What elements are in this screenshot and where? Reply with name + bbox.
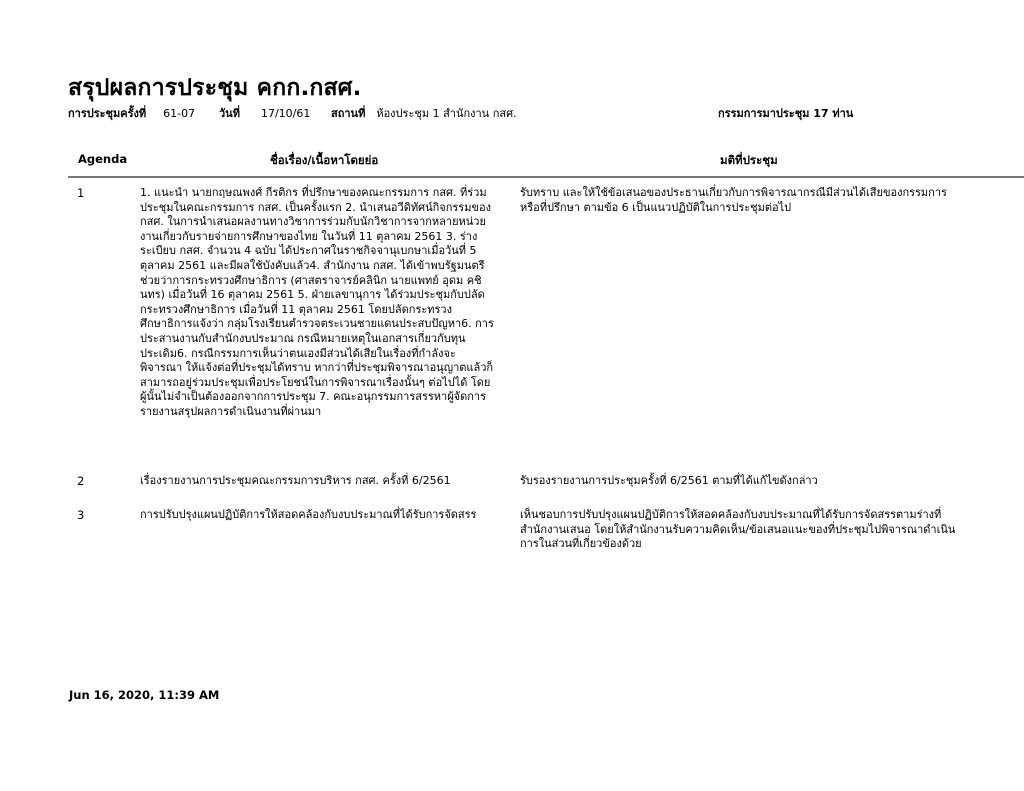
agenda-resolution	[520, 474, 818, 489]
topic-line: กระทรวงศึกษาธิการ เมื่อวันที่ 11 ตุลาคม 2561 โดยปลัดกระทรวง	[140, 302, 452, 316]
header-agenda: Agenda	[78, 152, 128, 166]
resolution-line: รับทราบ และให้ใช้ข้อเสนอของประธานเกี่ยวกับการพิจารณากรณีมีส่วนได้เสียของกรรมการ	[520, 186, 947, 199]
topic-line: สามารถอยู่ร่วมประชุมเพื่อประโยชน์ในการพิจารณาเรื่องนั้นๆ ต่อไปได้ โดย	[140, 375, 491, 389]
topic-line: ศึกษาธิการแจ้งว่า กลุ่มโรงเรียนตำรวจตระเวนชายแดนประสบปัญหา6. การ	[140, 317, 494, 331]
document-title: สรุปผลการประชุม คกก.กสศ.	[68, 75, 362, 101]
agenda-number: 3	[77, 508, 85, 522]
header-divider	[68, 176, 1024, 178]
topic-line: ช่วยว่าการกระทรวงศึกษาธิการ (ศาสตราจารย์คลินิก นายแพทย์ อุดม คชิ	[140, 273, 482, 287]
meeting-date	[219, 104, 310, 122]
meeting-place-label: สถานที่	[331, 107, 366, 120]
meeting-number-value: 61-07	[163, 107, 196, 120]
topic-line: ประชุมในคณะกรรมการ กสศ. เป็นครั้งแรก 2. นำเสนอวีดิทัศน์กิจกรรมของ	[140, 200, 491, 214]
resolution-line: รับรองรายงานการประชุมครั้งที่ 6/2561 ตามที่ได้แก้ไขดังกล่าว	[520, 474, 818, 487]
resolution-line: สำนักงานเสนอ โดยให้สำนักงานรับความคิดเห็น/ข้อเสนอแนะของที่ประชุมไปพิจารณาดำเนิน	[520, 522, 956, 536]
resolution-line: เห็นชอบการปรับปรุงแผนปฏิบัติการให้สอดคล้องกับงบประมาณที่ได้รับการจัดสรรตามร่างที่	[520, 508, 942, 521]
topic-line: การปรับปรุงแผนปฏิบัติการให้สอดคล้องกับงบประมาณที่ได้รับการจัดสรร	[140, 508, 477, 521]
meeting-date-value: 17/10/61	[260, 107, 311, 120]
agenda-topic	[140, 186, 494, 420]
topic-line: รายงานสรุปผลการดำเนินงานที่ผ่านมา	[140, 404, 322, 418]
topic-line: ผู้นั้นไม่จำเป็นต้องออกจากการประชุม 7. คณะอนุกรรมการสรรหาผู้จัดการ	[140, 390, 486, 404]
topic-line: ประสานงานกับสำนักงบประมาณ กรณีหมายเหตุในเอกสารเกี่ยวกับทุน	[140, 331, 466, 345]
agenda-resolution	[520, 186, 947, 215]
topic-line: ระเบียบ กสศ. จำนวน 4 ฉบับ ได้ประกาศในราชกิจจานุเบกษาเมื่อวันที่ 5	[140, 244, 477, 258]
topic-line: พิจารณา ให้แจ้งต่อที่ประชุมได้ทราบ หากว่าที่ประชุมพิจารณาอนุญาตแล้วก็	[140, 361, 494, 375]
print-timestamp: Jun 16, 2020, 11:39 AM	[69, 688, 220, 702]
meeting-number	[68, 104, 195, 122]
header-topic: ชื่อเรื่อง/เนื้อหาโดยย่อ	[270, 153, 379, 167]
topic-line: กสศ. ในการนำเสนอผลงานทางวิชาการร่วมกับนักวิชาการจากหลายหน่วย	[140, 215, 486, 229]
resolution-line: การในส่วนที่เกี่ยวข้องด้วย	[520, 537, 642, 551]
topic-line: งานเกี่ยวกับรายจ่ายการศึกษาของไทย ในวันที่ 11 ตุลาคม 2561 3. ร่าง	[140, 229, 478, 243]
topic-line: เรื่องรายงานการประชุมคณะกรรมการบริหาร กสศ. ครั้งที่ 6/2561	[140, 474, 451, 487]
header-resolution: มติที่ประชุม	[720, 153, 778, 167]
topic-line: 1. แนะนำ นายกฤษณพงศ์ กีรติกร ที่ปรึกษาของคณะกรรมการ กสศ. ที่ร่วม	[140, 186, 487, 199]
meeting-date-label: วันที่	[219, 107, 240, 120]
topic-line: ตุลาคม 2561 และมีผลใช้บังคับแล้ว4. สำนักงาน กสศ. ได้เข้าพบรัฐมนตรี	[140, 258, 485, 272]
meeting-place-value: ห้องประชุม 1 สำนักงาน กสศ.	[376, 107, 517, 120]
attendance-count: กรรมการมาประชุม 17 ท่าน	[718, 107, 854, 120]
meeting-number-label: การประชุมครั้งที่	[68, 107, 147, 120]
topic-line: ประเดิม6. กรณีกรรมการเห็นว่าตนเองมีส่วนได้เสียในเรื่องที่กำลังจะ	[140, 346, 456, 360]
agenda-number: 1	[77, 186, 85, 200]
agenda-number: 2	[77, 474, 85, 488]
agenda-topic	[140, 474, 451, 489]
agenda-resolution	[520, 508, 955, 552]
topic-line: นทร) เมื่อวันที่ 16 ตุลาคม 2561 5. ฝ่ายเลขานุการ ได้ร่วมประชุมกับปลัด	[140, 288, 485, 302]
agenda-topic	[140, 508, 476, 523]
resolution-line: หรือที่ปรึกษา ตามข้อ 6 เป็นแนวปฏิบัติในการประชุมต่อไป	[520, 200, 792, 214]
meeting-place	[331, 104, 517, 122]
